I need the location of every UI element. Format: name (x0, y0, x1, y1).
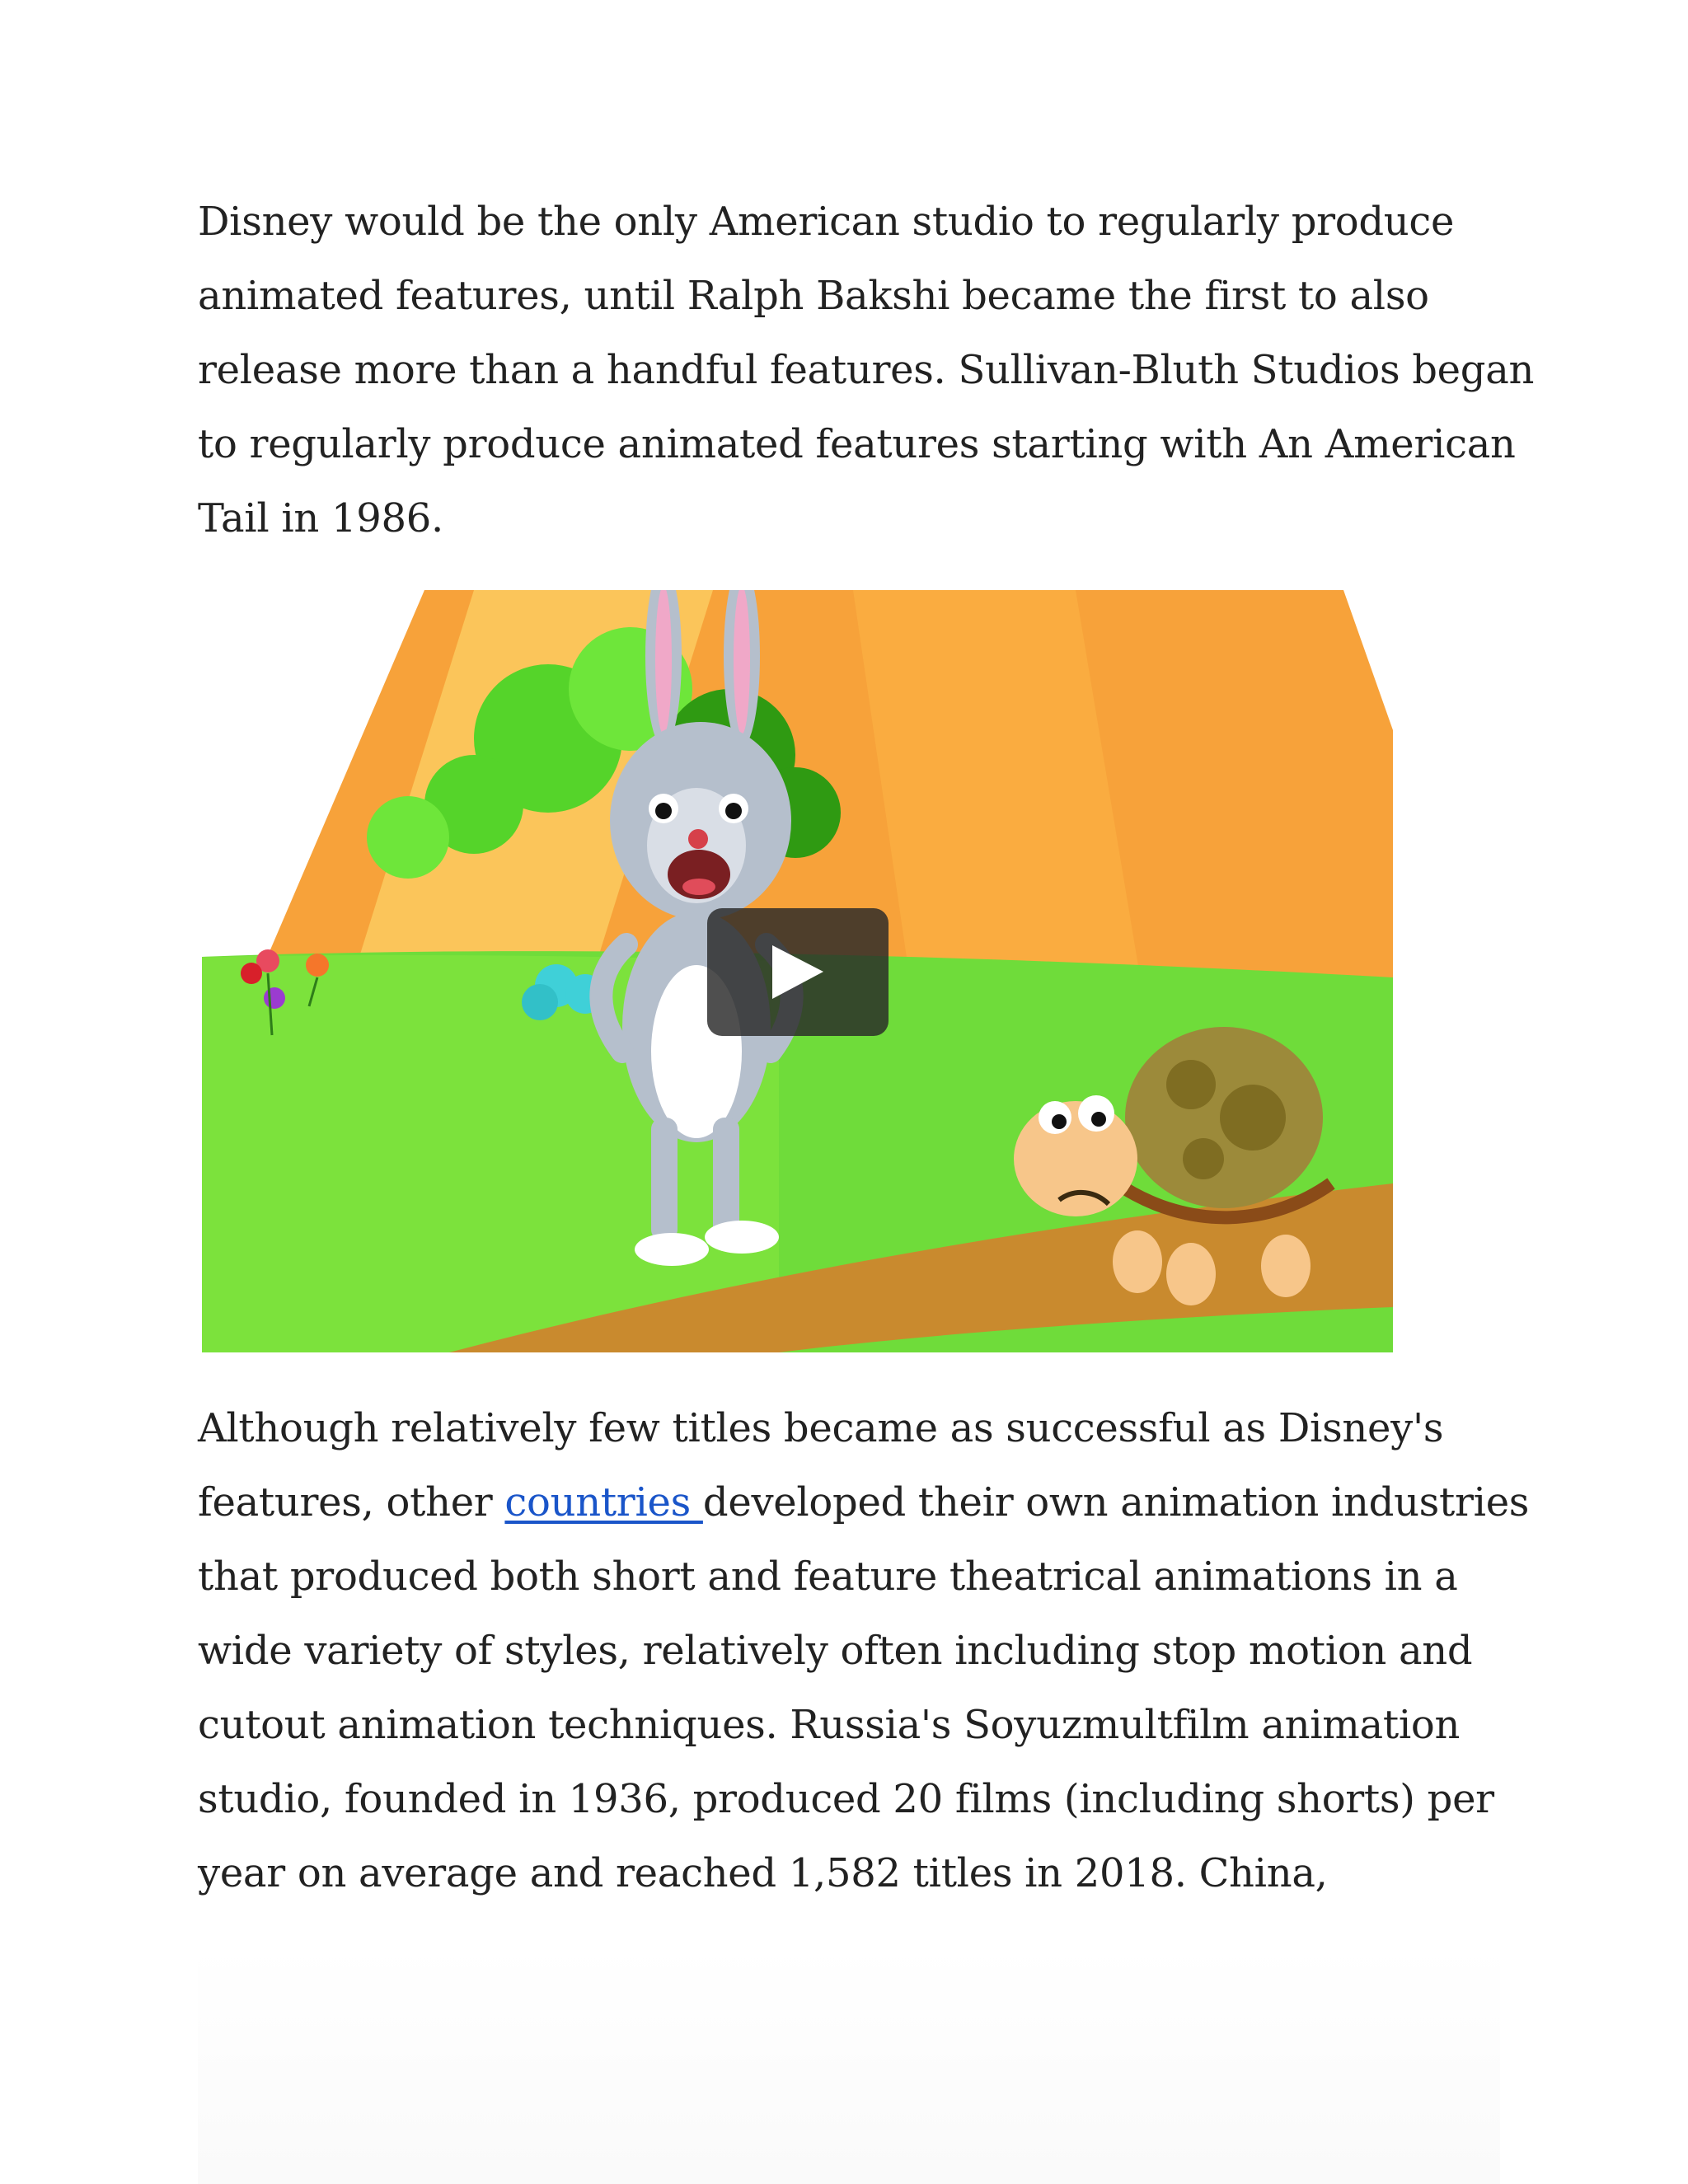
text-line: release more than a handful features. Sullivan-Bluth Studios began (198, 347, 1535, 393)
page-bottom-shade (198, 1945, 1500, 2184)
paragraph-disney-history (198, 185, 1535, 555)
text-segment: features, other (198, 1479, 505, 1526)
text-line: cutout animation techniques. Russia's Soyuzmultfilm animation (198, 1702, 1461, 1748)
text-segment: developed their own animation industries (702, 1479, 1530, 1526)
text-line: Disney would be the only American studio to regularly produce (198, 199, 1455, 245)
countries-link[interactable]: countries (504, 1479, 703, 1526)
text-line: to regularly produce animated features starting with An American (198, 421, 1516, 467)
text-line: Although relatively few titles became as successful as Disney's (198, 1405, 1444, 1451)
text-line: year on average and reached 1,582 titles in 2018. China, (198, 1850, 1328, 1896)
text-line-with-link (198, 1465, 1530, 1540)
text-line: wide variety of styles, relatively often including stop motion and (198, 1628, 1473, 1674)
text-line: that produced both short and feature theatrical animations in a (198, 1554, 1458, 1600)
paragraph-international-animation (198, 1391, 1530, 1910)
text-line: animated features, until Ralph Bakshi became the first to also (198, 273, 1429, 319)
play-icon (769, 945, 827, 999)
text-line: Tail in 1986. (198, 495, 443, 541)
text-line: studio, founded in 1936, produced 20 films (including shorts) per (198, 1776, 1494, 1822)
play-button[interactable] (707, 908, 889, 1036)
video-player[interactable] (202, 590, 1393, 1352)
